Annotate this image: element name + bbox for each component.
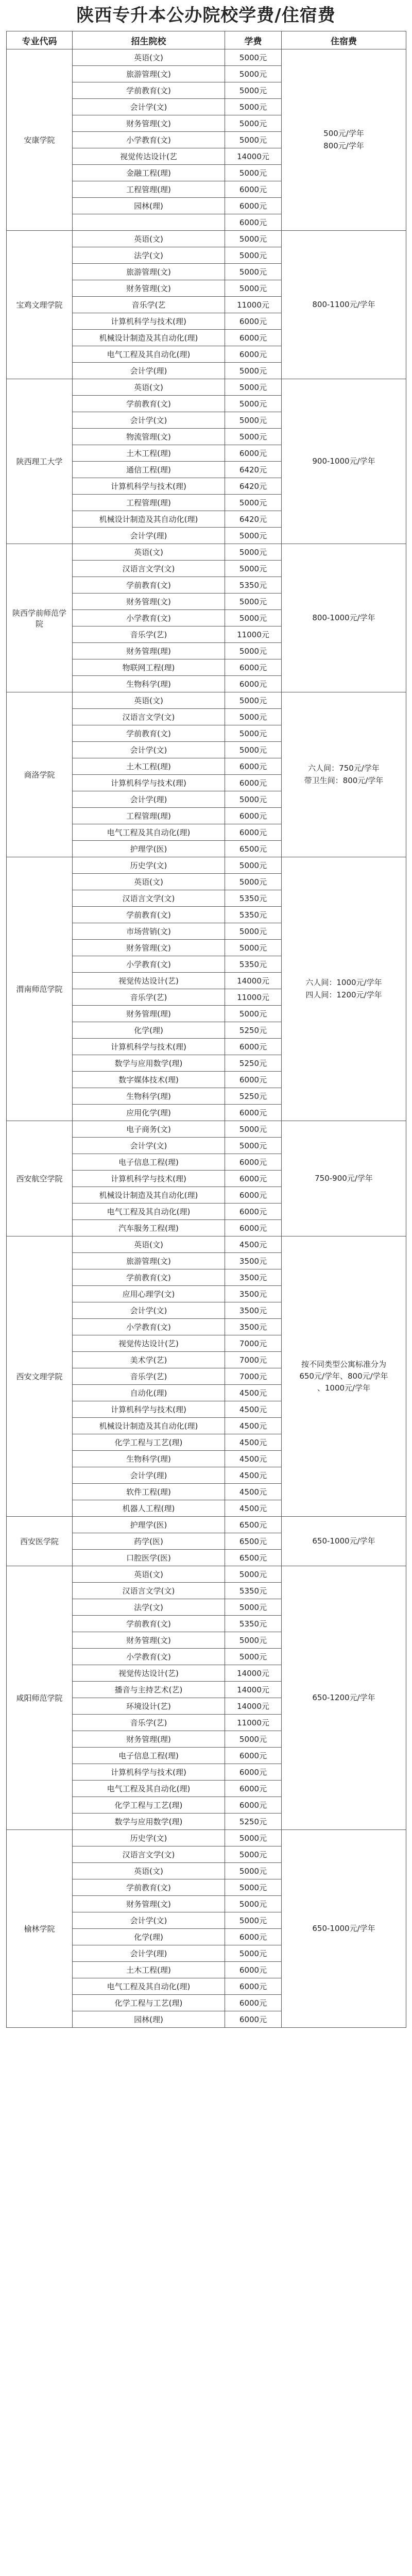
tuition-cell: 5000元 <box>225 1945 282 1962</box>
major-cell: 计算机科学与技术(理) <box>73 1171 225 1187</box>
dorm-fee-line: 900-1000元/学年 <box>312 456 375 466</box>
tuition-cell: 6000元 <box>225 1962 282 1978</box>
major-cell: 化学工程与工艺(理) <box>73 1434 225 1451</box>
major-cell: 学前教育(文) <box>73 1616 225 1632</box>
dorm-fee-cell <box>282 1517 406 1566</box>
tuition-cell: 11000元 <box>225 989 282 1006</box>
major-cell: 小学教育(文) <box>73 1319 225 1335</box>
tuition-cell: 6000元 <box>225 1039 282 1055</box>
major-cell: 环境设计(艺) <box>73 1698 225 1715</box>
major-cell: 学前教育(文) <box>73 1879 225 1896</box>
major-cell: 会计学(理) <box>73 791 225 808</box>
tuition-cell: 11000元 <box>225 297 282 313</box>
dorm-fee-line: 按不同类型公寓标准分为 <box>301 1359 386 1369</box>
major-cell: 电气工程及其自动化(理) <box>73 1204 225 1220</box>
major-cell: 应用心理学(文) <box>73 1286 225 1302</box>
school-name-cell: 西安航空学院 <box>7 1121 73 1236</box>
dorm-fee-line: 四人间：1200元/学年 <box>305 990 382 999</box>
tuition-cell: 5000元 <box>225 396 282 412</box>
tuition-cell: 6000元 <box>225 313 282 330</box>
major-cell: 财务管理(文) <box>73 1896 225 1912</box>
major-cell: 视觉传达设计(艺) <box>73 1665 225 1682</box>
tuition-cell: 6000元 <box>225 2011 282 2028</box>
major-cell: 小学教育(文) <box>73 1649 225 1665</box>
major-cell: 旅游管理(文) <box>73 1253 225 1269</box>
major-cell: 药学(医) <box>73 1533 225 1550</box>
major-cell: 电气工程及其自动化(理) <box>73 824 225 841</box>
tuition-cell: 5000元 <box>225 82 282 99</box>
tuition-cell: 5000元 <box>225 643 282 659</box>
tuition-cell: 5350元 <box>225 1616 282 1632</box>
major-cell: 自动化(理) <box>73 1385 225 1401</box>
tuition-cell: 5000元 <box>225 725 282 742</box>
major-cell: 英语(文) <box>73 231 225 247</box>
major-cell: 会计学(理) <box>73 1945 225 1962</box>
tuition-cell: 5000元 <box>225 528 282 544</box>
major-cell: 音乐学(艺) <box>73 1368 225 1385</box>
tuition-cell: 5000元 <box>225 1632 282 1649</box>
tuition-cell: 5000元 <box>225 923 282 940</box>
tuition-cell: 6000元 <box>225 1781 282 1797</box>
school-name-cell: 宝鸡文理学院 <box>7 231 73 379</box>
tuition-cell: 6000元 <box>225 1978 282 1995</box>
major-cell: 化学(理) <box>73 1929 225 1945</box>
tuition-cell: 6500元 <box>225 1533 282 1550</box>
major-cell: 学前教育(文) <box>73 82 225 99</box>
major-cell: 计算机科学与技术(理) <box>73 1764 225 1781</box>
tuition-cell: 11000元 <box>225 626 282 643</box>
school-name-cell: 咸阳师范学院 <box>7 1566 73 1830</box>
major-cell: 会计学(文) <box>73 412 225 429</box>
major-cell: 土木工程(理) <box>73 1962 225 1978</box>
major-cell: 园林(理) <box>73 2011 225 2028</box>
major-cell: 汉语言文学(文) <box>73 890 225 907</box>
school-name-cell: 安康学院 <box>7 49 73 231</box>
dorm-fee-cell <box>282 379 406 544</box>
tuition-cell: 5000元 <box>225 363 282 379</box>
major-cell: 英语(文) <box>73 692 225 709</box>
major-cell: 机械设计制造及其自动化(理) <box>73 511 225 528</box>
table-row <box>7 49 406 66</box>
tuition-cell: 5350元 <box>225 1583 282 1599</box>
tuition-cell: 3500元 <box>225 1302 282 1319</box>
dorm-fee-cell <box>282 1830 406 2028</box>
dorm-fee-cell <box>282 49 406 231</box>
major-cell: 工程管理(理) <box>73 808 225 824</box>
dorm-fee-line: 六人间：750元/学年 <box>308 764 380 773</box>
tuition-cell: 5000元 <box>225 1566 282 1583</box>
tuition-cell: 5000元 <box>225 247 282 264</box>
tuition-cell: 5000元 <box>225 1649 282 1665</box>
tuition-cell: 6420元 <box>225 478 282 495</box>
major-cell: 英语(文) <box>73 1863 225 1879</box>
fee-table <box>6 31 406 2028</box>
header-major: 招生院校 <box>73 31 225 49</box>
tuition-cell: 5000元 <box>225 610 282 626</box>
tuition-cell: 14000元 <box>225 148 282 165</box>
dorm-fee-line: 750-900元/学年 <box>315 1173 373 1183</box>
major-cell: 学前教育(文) <box>73 577 225 594</box>
tuition-cell: 4500元 <box>225 1451 282 1467</box>
major-cell: 英语(文) <box>73 1566 225 1583</box>
school-name-cell: 陕西学前师范学院 <box>7 544 73 692</box>
major-cell: 计算机科学与技术(理) <box>73 478 225 495</box>
major-cell <box>73 214 225 231</box>
dorm-fee-cell <box>282 692 406 857</box>
major-cell: 化学(理) <box>73 1022 225 1039</box>
tuition-cell: 14000元 <box>225 1665 282 1682</box>
major-cell: 英语(文) <box>73 874 225 890</box>
major-cell: 汽车服务工程(理) <box>73 1220 225 1236</box>
dorm-fee-cell <box>282 1121 406 1236</box>
dorm-fee-line: 800元/学年 <box>323 141 364 150</box>
table-row <box>7 1236 406 1253</box>
tuition-cell: 4500元 <box>225 1484 282 1500</box>
tuition-cell: 5000元 <box>225 940 282 956</box>
major-cell: 计算机科学与技术(理) <box>73 313 225 330</box>
major-cell: 法学(文) <box>73 1599 225 1616</box>
header-row <box>7 31 406 49</box>
tuition-cell: 4500元 <box>225 1500 282 1517</box>
tuition-cell: 6000元 <box>225 1154 282 1171</box>
dorm-fee-line: 800-1100元/学年 <box>312 299 375 309</box>
major-cell: 电气工程及其自动化(理) <box>73 346 225 363</box>
major-cell: 视觉传达设计(艺) <box>73 973 225 989</box>
major-cell: 应用化学(理) <box>73 1105 225 1121</box>
header-dorm: 住宿费 <box>282 31 406 49</box>
tuition-cell: 5000元 <box>225 1863 282 1879</box>
tuition-cell: 6500元 <box>225 841 282 857</box>
major-cell: 视觉传达设计(艺) <box>73 1335 225 1352</box>
major-cell: 工程管理(理) <box>73 181 225 198</box>
tuition-cell: 11000元 <box>225 1715 282 1731</box>
major-cell: 财务管理(理) <box>73 643 225 659</box>
tuition-cell: 5000元 <box>225 1138 282 1154</box>
major-cell: 会计学(文) <box>73 742 225 758</box>
table-row <box>7 1566 406 1583</box>
tuition-cell: 6000元 <box>225 758 282 775</box>
dorm-fee-line: 800-1000元/学年 <box>312 613 375 622</box>
tuition-cell: 6420元 <box>225 462 282 478</box>
dorm-fee-line: 六人间：1000元/学年 <box>305 978 382 988</box>
tuition-cell: 6000元 <box>225 1220 282 1236</box>
table-row <box>7 1830 406 1846</box>
major-cell: 化学工程与工艺(理) <box>73 1797 225 1814</box>
tuition-cell: 6000元 <box>225 330 282 346</box>
tuition-cell: 4500元 <box>225 1467 282 1484</box>
tuition-cell: 5250元 <box>225 1055 282 1072</box>
major-cell: 机械设计制造及其自动化(理) <box>73 1418 225 1434</box>
major-cell: 视觉传达设计(艺 <box>73 148 225 165</box>
tuition-cell: 6000元 <box>225 198 282 214</box>
tuition-cell: 5000元 <box>225 857 282 874</box>
tuition-cell: 3500元 <box>225 1269 282 1286</box>
major-cell: 学前教育(文) <box>73 725 225 742</box>
tuition-cell: 4500元 <box>225 1385 282 1401</box>
page-title: 陕西专升本公办院校学费/住宿费 <box>76 5 336 26</box>
dorm-fee-line: 、1000元/学年 <box>317 1383 371 1393</box>
tuition-cell: 6000元 <box>225 1797 282 1814</box>
table-row <box>7 544 406 561</box>
dorm-fee-cell <box>282 544 406 692</box>
tuition-cell: 4500元 <box>225 1236 282 1253</box>
major-cell: 土木工程(理) <box>73 758 225 775</box>
dorm-fee-line: 带卫生间：800元/学年 <box>304 775 384 785</box>
major-cell: 会计学(理) <box>73 1467 225 1484</box>
major-cell: 财务管理(文) <box>73 940 225 956</box>
tuition-cell: 5000元 <box>225 264 282 280</box>
school-name-cell: 榆林学院 <box>7 1830 73 2028</box>
major-cell: 数字媒体技术(理) <box>73 1072 225 1088</box>
major-cell: 工程管理(理) <box>73 495 225 511</box>
tuition-cell: 5000元 <box>225 66 282 82</box>
major-cell: 市场营销(文) <box>73 923 225 940</box>
major-cell: 通信工程(理) <box>73 462 225 478</box>
tuition-cell: 6000元 <box>225 1764 282 1781</box>
tuition-cell: 5000元 <box>225 1912 282 1929</box>
major-cell: 财务管理(文) <box>73 115 225 132</box>
tuition-cell: 5350元 <box>225 907 282 923</box>
tuition-cell: 5000元 <box>225 1006 282 1022</box>
tuition-cell: 5000元 <box>225 1830 282 1846</box>
major-cell: 旅游管理(文) <box>73 66 225 82</box>
tuition-cell: 5000元 <box>225 561 282 577</box>
tuition-cell: 6000元 <box>225 1929 282 1945</box>
tuition-cell: 4500元 <box>225 1418 282 1434</box>
major-cell: 物联网工程(理) <box>73 659 225 676</box>
major-cell: 生物科学(理) <box>73 676 225 692</box>
fee-table-body <box>7 49 406 2028</box>
tuition-cell: 6000元 <box>225 181 282 198</box>
major-cell: 音乐学(艺) <box>73 989 225 1006</box>
major-cell: 数学与应用数学(理) <box>73 1814 225 1830</box>
header-fee: 学费 <box>225 31 282 49</box>
major-cell: 机械设计制造及其自动化(理) <box>73 330 225 346</box>
school-name-cell: 陕西理工大学 <box>7 379 73 544</box>
tuition-cell: 5000元 <box>225 379 282 396</box>
tuition-cell: 5000元 <box>225 429 282 445</box>
major-cell: 财务管理(文) <box>73 1632 225 1649</box>
table-row <box>7 857 406 874</box>
major-cell: 口腔医学(医) <box>73 1550 225 1566</box>
major-cell: 财务管理(理) <box>73 1731 225 1748</box>
tuition-cell: 3500元 <box>225 1319 282 1335</box>
tuition-cell: 6000元 <box>225 1204 282 1220</box>
major-cell: 会计学(理) <box>73 363 225 379</box>
tuition-cell: 6000元 <box>225 214 282 231</box>
dorm-fee-line: 500元/学年 <box>323 129 364 139</box>
tuition-cell: 7000元 <box>225 1352 282 1368</box>
major-cell: 历史学(文) <box>73 1830 225 1846</box>
major-cell: 园林(理) <box>73 198 225 214</box>
tuition-cell: 5000元 <box>225 544 282 561</box>
tuition-cell: 5000元 <box>225 874 282 890</box>
major-cell: 财务管理(文) <box>73 594 225 610</box>
tuition-cell: 6000元 <box>225 1171 282 1187</box>
tuition-cell: 6500元 <box>225 1517 282 1533</box>
major-cell: 软件工程(理) <box>73 1484 225 1500</box>
major-cell: 电子信息工程(理) <box>73 1748 225 1764</box>
major-cell: 英语(文) <box>73 1236 225 1253</box>
tuition-cell: 14000元 <box>225 1698 282 1715</box>
dorm-fee-line: 650-1200元/学年 <box>312 1692 375 1702</box>
school-name-cell: 西安文理学院 <box>7 1236 73 1517</box>
tuition-cell: 5000元 <box>225 742 282 758</box>
tuition-cell: 5000元 <box>225 115 282 132</box>
tuition-cell: 5000元 <box>225 791 282 808</box>
tuition-cell: 5000元 <box>225 280 282 297</box>
tuition-cell: 5000元 <box>225 709 282 725</box>
major-cell: 音乐学(艺 <box>73 297 225 313</box>
major-cell: 护理学(医) <box>73 1517 225 1533</box>
table-row <box>7 692 406 709</box>
tuition-cell: 5000元 <box>225 231 282 247</box>
major-cell: 学前教育(文) <box>73 396 225 412</box>
tuition-cell: 5000元 <box>225 692 282 709</box>
school-name-cell: 渭南师范学院 <box>7 857 73 1121</box>
major-cell: 小学教育(文) <box>73 610 225 626</box>
school-name-cell: 商洛学院 <box>7 692 73 857</box>
tuition-cell: 5250元 <box>225 1814 282 1830</box>
tuition-cell: 6000元 <box>225 808 282 824</box>
tuition-cell: 5000元 <box>225 99 282 115</box>
major-cell: 电气工程及其自动化(理) <box>73 1978 225 1995</box>
tuition-cell: 6000元 <box>225 445 282 462</box>
tuition-cell: 5000元 <box>225 132 282 148</box>
major-cell: 学前教育(文) <box>73 907 225 923</box>
tuition-cell: 6000元 <box>225 1105 282 1121</box>
major-cell: 旅游管理(文) <box>73 264 225 280</box>
major-cell: 生物科学(理) <box>73 1451 225 1467</box>
table-row <box>7 1517 406 1533</box>
tuition-cell: 6000元 <box>225 659 282 676</box>
major-cell: 会计学(文) <box>73 1302 225 1319</box>
tuition-cell: 5250元 <box>225 1022 282 1039</box>
major-cell: 生物科学(理) <box>73 1088 225 1105</box>
major-cell: 音乐学(艺) <box>73 626 225 643</box>
major-cell: 英语(文) <box>73 379 225 396</box>
tuition-cell: 7000元 <box>225 1368 282 1385</box>
school-name-cell: 西安医学院 <box>7 1517 73 1566</box>
tuition-cell: 4500元 <box>225 1434 282 1451</box>
major-cell: 财务管理(文) <box>73 280 225 297</box>
tuition-cell: 5000元 <box>225 594 282 610</box>
tuition-cell: 6000元 <box>225 676 282 692</box>
dorm-fee-line: 650-1000元/学年 <box>312 1536 375 1546</box>
tuition-cell: 6000元 <box>225 346 282 363</box>
major-cell: 历史学(文) <box>73 857 225 874</box>
major-cell: 电子信息工程(理) <box>73 1154 225 1171</box>
major-cell: 计算机科学与技术(理) <box>73 1401 225 1418</box>
major-cell: 数学与应用数学(理) <box>73 1055 225 1072</box>
table-row <box>7 379 406 396</box>
major-cell: 机械设计制造及其自动化(理) <box>73 1187 225 1204</box>
tuition-cell: 6000元 <box>225 1748 282 1764</box>
tuition-cell: 6420元 <box>225 511 282 528</box>
table-row <box>7 231 406 247</box>
major-cell: 计算机科学与技术(理) <box>73 1039 225 1055</box>
major-cell: 会计学(文) <box>73 1912 225 1929</box>
major-cell: 学前教育(文) <box>73 1269 225 1286</box>
header-school: 专业代码 <box>7 31 73 49</box>
major-cell: 计算机科学与技术(理) <box>73 775 225 791</box>
major-cell: 电气工程及其自动化(理) <box>73 1781 225 1797</box>
major-cell: 小学教育(文) <box>73 132 225 148</box>
tuition-cell: 3500元 <box>225 1253 282 1269</box>
major-cell: 汉语言文学(文) <box>73 1846 225 1863</box>
tuition-cell: 5000元 <box>225 412 282 429</box>
major-cell: 化学工程与工艺(理) <box>73 1995 225 2011</box>
dorm-fee-cell <box>282 857 406 1121</box>
dorm-fee-line: 650元/学年、800元/学年 <box>299 1371 388 1381</box>
major-cell: 播音与主持艺术(艺) <box>73 1682 225 1698</box>
tuition-cell: 14000元 <box>225 1682 282 1698</box>
tuition-cell: 5000元 <box>225 1846 282 1863</box>
tuition-cell: 4500元 <box>225 1401 282 1418</box>
tuition-cell: 5350元 <box>225 956 282 973</box>
major-cell: 金融工程(理) <box>73 165 225 181</box>
tuition-cell: 3500元 <box>225 1286 282 1302</box>
tuition-cell: 6000元 <box>225 1187 282 1204</box>
tuition-cell: 6000元 <box>225 824 282 841</box>
major-cell: 机器人工程(理) <box>73 1500 225 1517</box>
major-cell: 英语(文) <box>73 544 225 561</box>
major-cell: 汉语言文学(文) <box>73 561 225 577</box>
tuition-cell: 6500元 <box>225 1550 282 1566</box>
tuition-cell: 5250元 <box>225 1088 282 1105</box>
major-cell: 物流管理(文) <box>73 429 225 445</box>
major-cell: 英语(文) <box>73 49 225 66</box>
dorm-fee-cell <box>282 231 406 379</box>
major-cell: 小学教育(文) <box>73 956 225 973</box>
major-cell: 汉语言文学(文) <box>73 709 225 725</box>
major-cell: 电子商务(文) <box>73 1121 225 1138</box>
tuition-cell: 5000元 <box>225 1731 282 1748</box>
tuition-cell: 6000元 <box>225 775 282 791</box>
tuition-cell: 5000元 <box>225 1121 282 1138</box>
tuition-cell: 5000元 <box>225 49 282 66</box>
major-cell: 音乐学(艺) <box>73 1715 225 1731</box>
tuition-cell: 6000元 <box>225 1072 282 1088</box>
tuition-cell: 5000元 <box>225 1599 282 1616</box>
major-cell: 护理学(医) <box>73 841 225 857</box>
tuition-cell: 6000元 <box>225 1995 282 2011</box>
tuition-cell: 5000元 <box>225 165 282 181</box>
tuition-cell: 7000元 <box>225 1335 282 1352</box>
tuition-cell: 5350元 <box>225 577 282 594</box>
tuition-cell: 14000元 <box>225 973 282 989</box>
major-cell: 会计学(文) <box>73 99 225 115</box>
tuition-cell: 5000元 <box>225 495 282 511</box>
major-cell: 美术学(艺) <box>73 1352 225 1368</box>
tuition-cell: 5350元 <box>225 890 282 907</box>
major-cell: 土木工程(理) <box>73 445 225 462</box>
tuition-cell: 5000元 <box>225 1896 282 1912</box>
dorm-fee-cell <box>282 1566 406 1830</box>
major-cell: 财务管理(理) <box>73 1006 225 1022</box>
major-cell: 会计学(文) <box>73 1138 225 1154</box>
major-cell: 会计学(理) <box>73 528 225 544</box>
dorm-fee-cell <box>282 1236 406 1517</box>
tuition-cell: 5000元 <box>225 1879 282 1896</box>
major-cell: 汉语言文学(文) <box>73 1583 225 1599</box>
table-row <box>7 1121 406 1138</box>
dorm-fee-line: 650-1000元/学年 <box>312 1923 375 1933</box>
major-cell: 法学(文) <box>73 247 225 264</box>
